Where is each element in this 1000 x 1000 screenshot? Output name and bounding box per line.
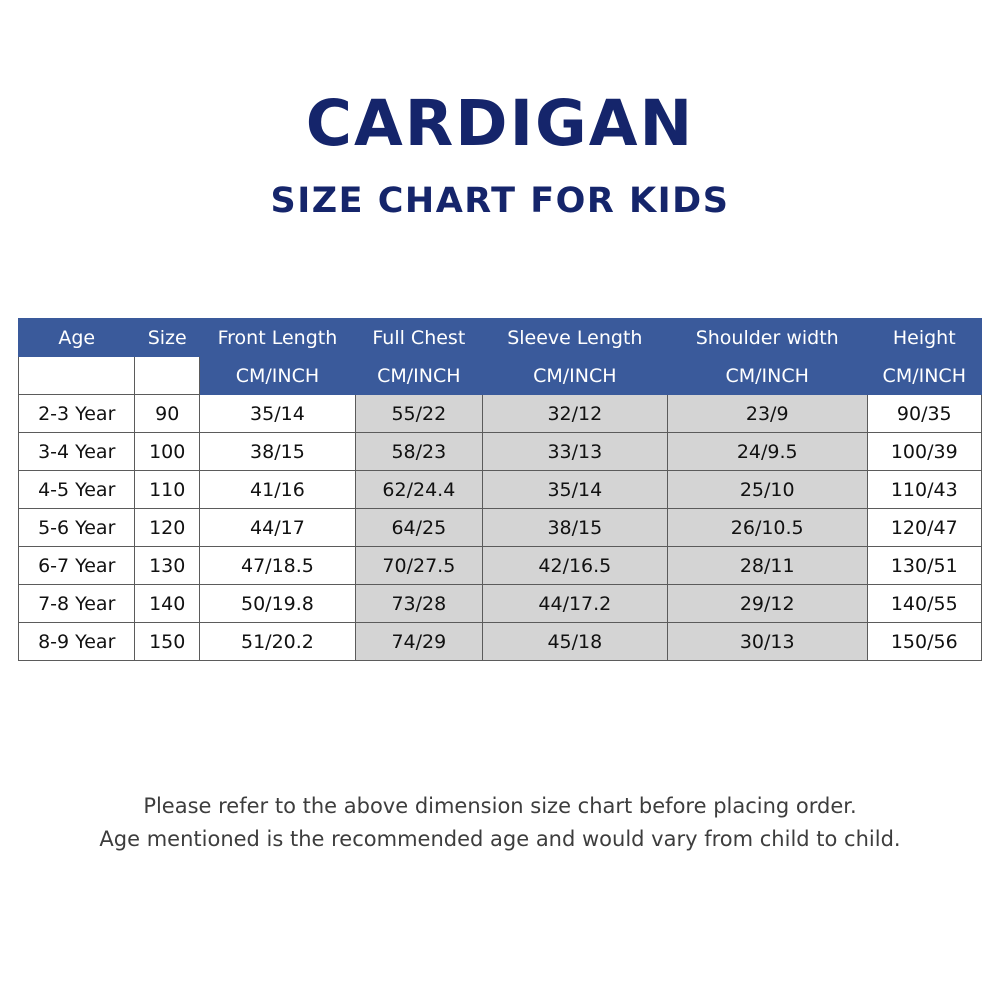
title-block: [0, 0, 1000, 221]
cell-height: 110/43: [867, 471, 981, 509]
table-row: [19, 433, 982, 471]
cell-sleeve-length: 33/13: [482, 433, 667, 471]
column-header-age: Age: [19, 319, 135, 357]
table-row: [19, 623, 982, 661]
column-header-height: Height: [867, 319, 981, 357]
page-subtitle: SIZE CHART FOR KIDS: [270, 181, 730, 221]
page-title: CARDIGAN: [305, 87, 695, 160]
table-row: [19, 395, 982, 433]
cell-age: 3-4 Year: [19, 433, 135, 471]
cell-shoulder-width: 26/10.5: [667, 509, 867, 547]
cell-front-length: 51/20.2: [199, 623, 355, 661]
cell-shoulder-width: 28/11: [667, 547, 867, 585]
cell-height: 140/55: [867, 585, 981, 623]
cell-front-length: 44/17: [199, 509, 355, 547]
cell-sleeve-length: 42/16.5: [482, 547, 667, 585]
cell-front-length: 41/16: [199, 471, 355, 509]
unit-cell-front-length: CM/INCH: [199, 357, 355, 395]
table-header: [19, 319, 982, 395]
cell-full-chest: 74/29: [355, 623, 482, 661]
cell-full-chest: 73/28: [355, 585, 482, 623]
cell-height: 120/47: [867, 509, 981, 547]
unit-cell-sleeve-length: CM/INCH: [482, 357, 667, 395]
cell-shoulder-width: 24/9.5: [667, 433, 867, 471]
unit-cell-height: CM/INCH: [867, 357, 981, 395]
cell-age: 7-8 Year: [19, 585, 135, 623]
cell-front-length: 35/14: [199, 395, 355, 433]
cell-size: 120: [135, 509, 199, 547]
cell-full-chest: 55/22: [355, 395, 482, 433]
table-row: [19, 585, 982, 623]
cell-size: 110: [135, 471, 199, 509]
unit-cell-full-chest: CM/INCH: [355, 357, 482, 395]
cell-size: 100: [135, 433, 199, 471]
cell-height: 100/39: [867, 433, 981, 471]
cell-age: 2-3 Year: [19, 395, 135, 433]
cell-height: 90/35: [867, 395, 981, 433]
cell-size: 140: [135, 585, 199, 623]
cell-size: 150: [135, 623, 199, 661]
unit-cell-size: [135, 357, 199, 395]
cell-size: 90: [135, 395, 199, 433]
cell-full-chest: 64/25: [355, 509, 482, 547]
cell-age: 8-9 Year: [19, 623, 135, 661]
cell-front-length: 47/18.5: [199, 547, 355, 585]
cell-sleeve-length: 38/15: [482, 509, 667, 547]
cell-full-chest: 58/23: [355, 433, 482, 471]
cell-full-chest: 70/27.5: [355, 547, 482, 585]
cell-full-chest: 62/24.4: [355, 471, 482, 509]
column-header-sleeve-length: Sleeve Length: [482, 319, 667, 357]
cell-size: 130: [135, 547, 199, 585]
cell-age: 6-7 Year: [19, 547, 135, 585]
cell-sleeve-length: 35/14: [482, 471, 667, 509]
cell-age: 5-6 Year: [19, 509, 135, 547]
table-row: [19, 471, 982, 509]
cell-shoulder-width: 29/12: [667, 585, 867, 623]
table-row: [19, 509, 982, 547]
column-header-size: Size: [135, 319, 199, 357]
cell-shoulder-width: 23/9: [667, 395, 867, 433]
note-line-2: Age mentioned is the recommended age and would vary from child to child.: [99, 827, 901, 851]
cell-front-length: 38/15: [199, 433, 355, 471]
table-header-row: [19, 319, 982, 357]
table-body: [19, 395, 982, 661]
note-line-1: Please refer to the above dimension size chart before placing order.: [143, 794, 857, 818]
cell-front-length: 50/19.8: [199, 585, 355, 623]
cell-height: 150/56: [867, 623, 981, 661]
cell-sleeve-length: 32/12: [482, 395, 667, 433]
column-header-full-chest: Full Chest: [355, 319, 482, 357]
table-units-row: [19, 357, 982, 395]
unit-cell-shoulder-width: CM/INCH: [667, 357, 867, 395]
table-row: [19, 547, 982, 585]
cell-age: 4-5 Year: [19, 471, 135, 509]
cell-shoulder-width: 30/13: [667, 623, 867, 661]
cell-height: 130/51: [867, 547, 981, 585]
cell-sleeve-length: 44/17.2: [482, 585, 667, 623]
cell-sleeve-length: 45/18: [482, 623, 667, 661]
size-chart-table: [18, 318, 982, 661]
unit-cell-age: [19, 357, 135, 395]
cell-shoulder-width: 25/10: [667, 471, 867, 509]
column-header-shoulder-width: Shoulder width: [667, 319, 867, 357]
column-header-front-length: Front Length: [199, 319, 355, 357]
size-chart-table-wrap: [18, 318, 982, 661]
footer-note: [0, 790, 1000, 856]
